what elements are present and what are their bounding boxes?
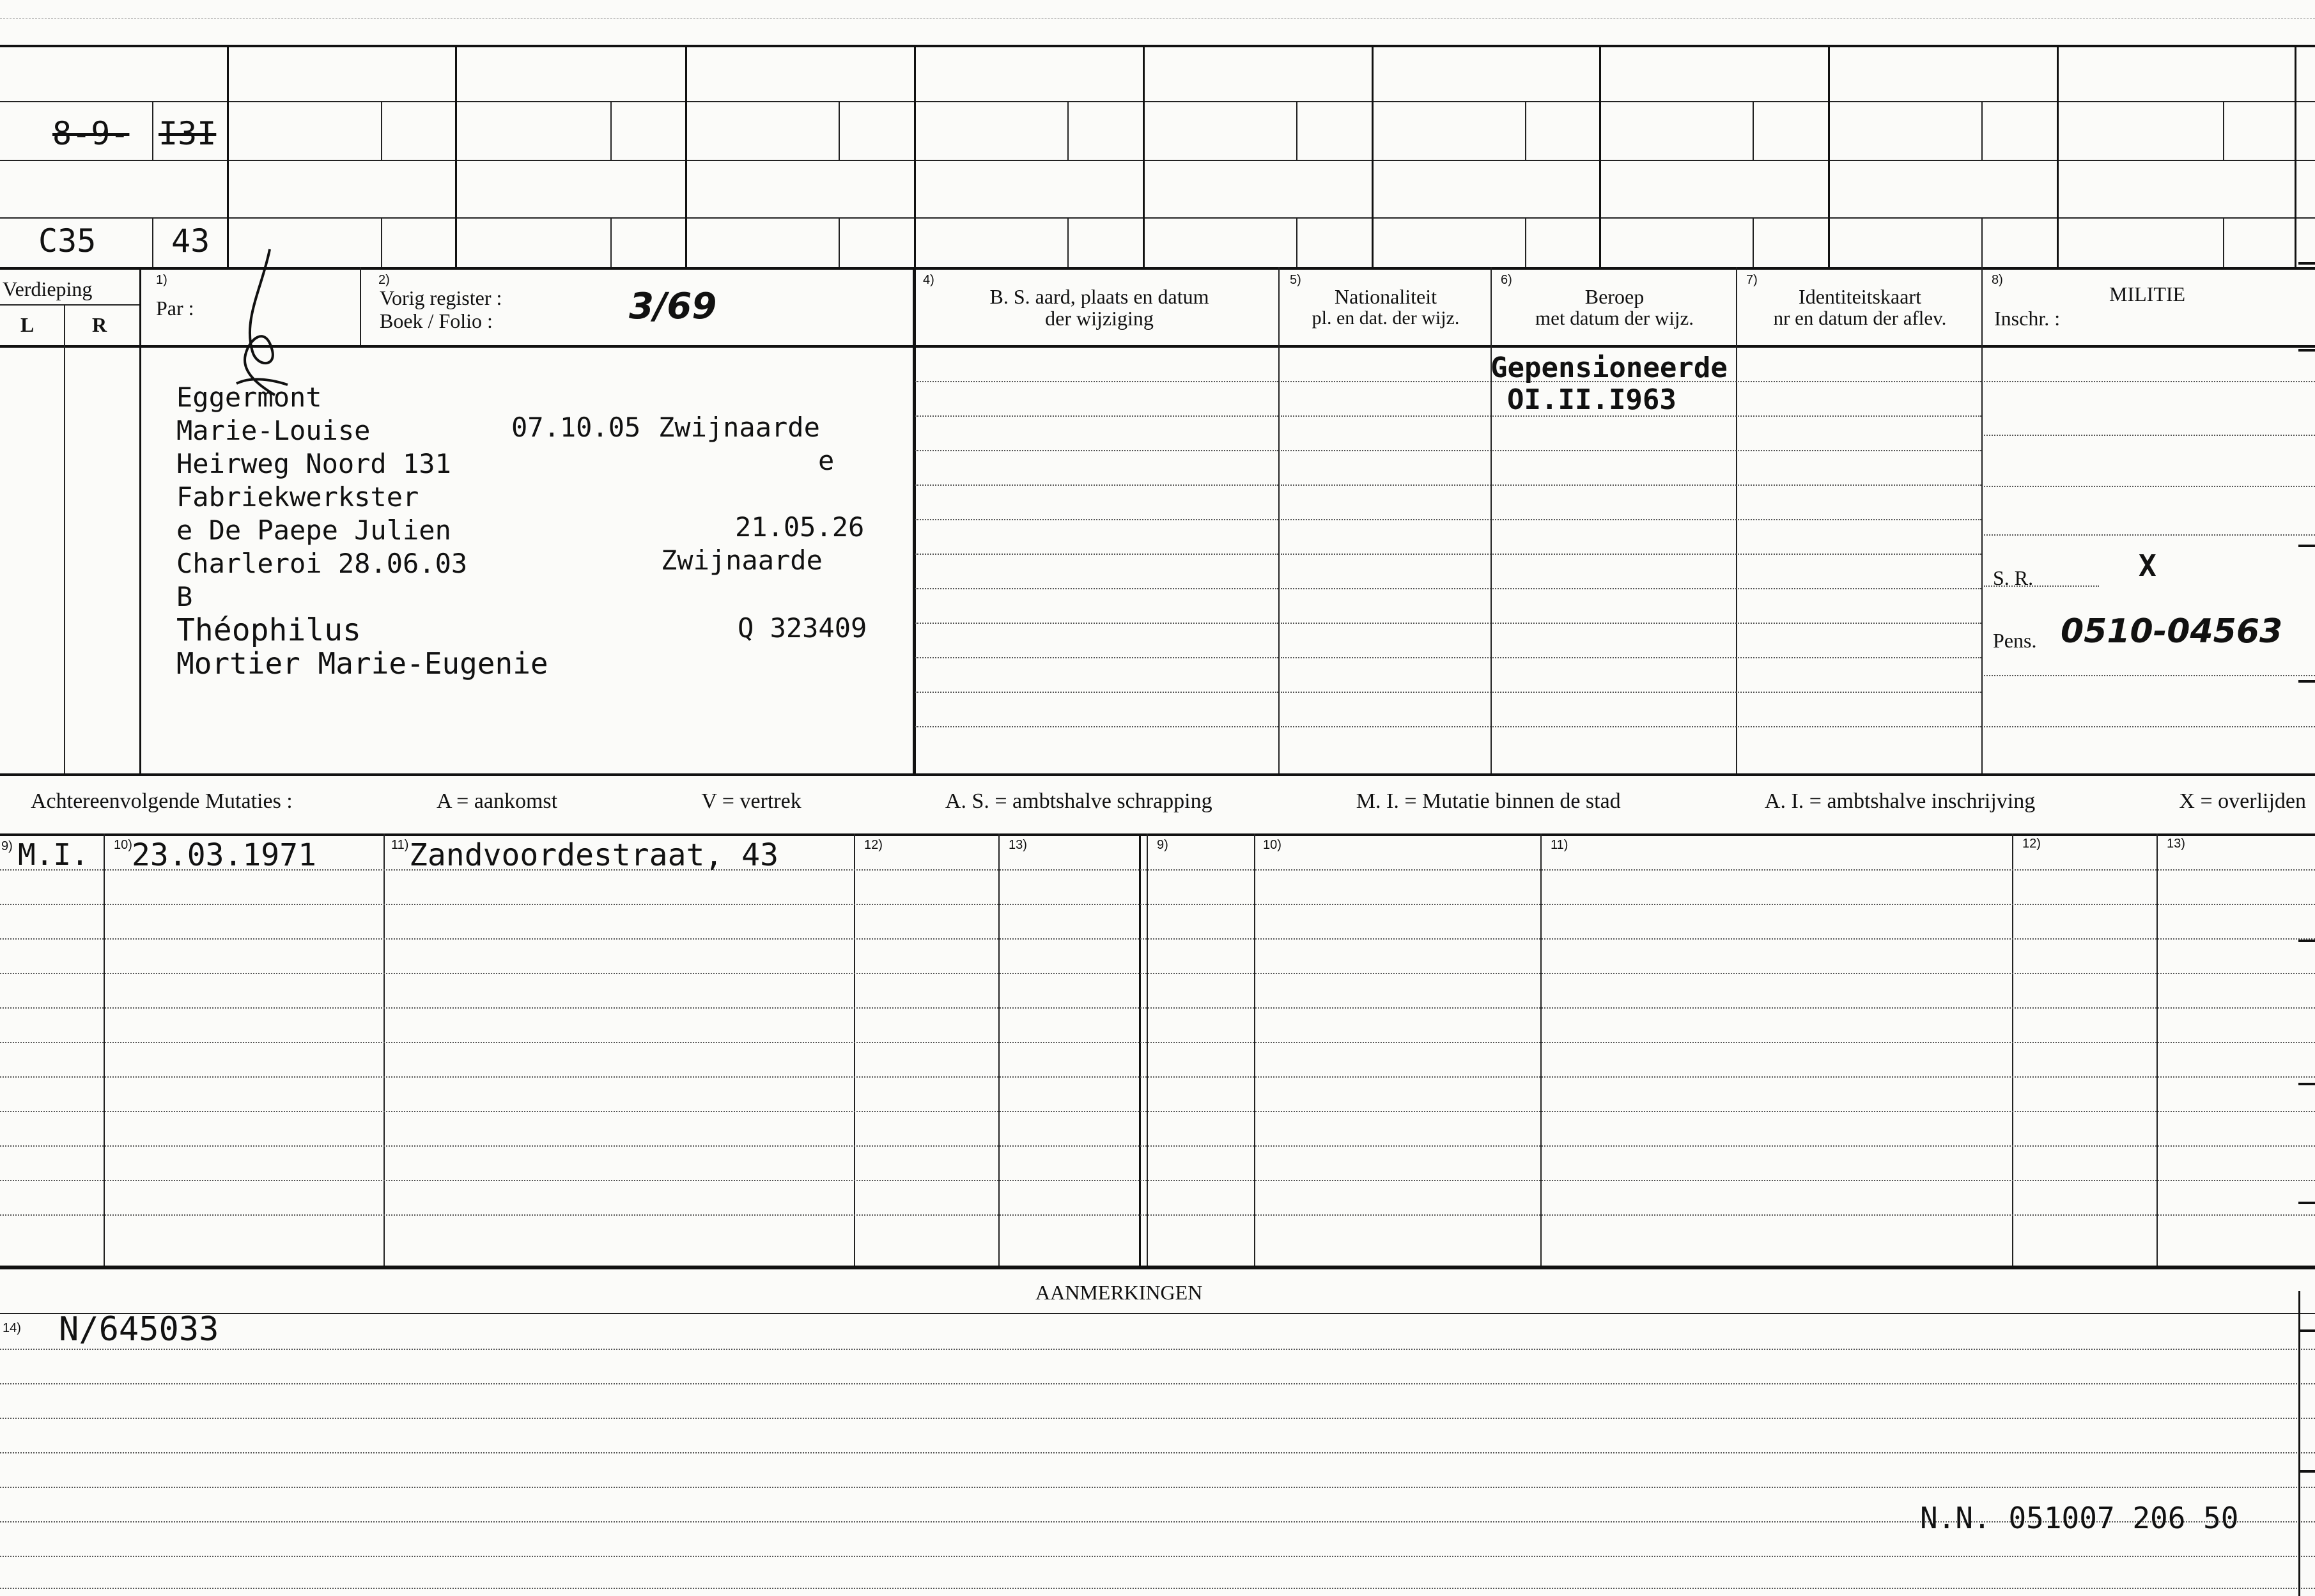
legend-v: V = vertrek (701, 789, 801, 813)
address: Heirweg Noord 131 (176, 448, 451, 479)
birth-date: 07.10.05 (511, 412, 641, 443)
footnote-11-left: 11) (391, 838, 409, 852)
verdieping-label: Verdieping (3, 277, 93, 300)
id-header-line1: Identiteitskaart (1799, 285, 1921, 308)
footnote-13-right: 13) (2167, 837, 2185, 851)
spouse: e De Paepe Julien (176, 515, 451, 546)
footnote-2: 2) (378, 273, 390, 287)
footnote-6: 6) (1501, 273, 1512, 287)
sr-value: X (2139, 548, 2156, 583)
birth-place: Zwijnaarde (658, 412, 820, 443)
spouse-birth: Charleroi 28.06.03 (176, 548, 468, 579)
house-number: 43 (171, 222, 210, 260)
legend-as: A. S. = ambtshalve schrapping (945, 789, 1212, 813)
footnote-5: 5) (1290, 273, 1301, 287)
mutation-date: 23.03.1971 (132, 837, 316, 873)
footnote-8: 8) (1992, 273, 2003, 287)
boek-folio-label: Boek / Folio : (380, 309, 493, 332)
legend-mi: M. I. = Mutatie binnen de stad (1356, 789, 1621, 813)
legend-a: A = aankomst (436, 789, 558, 813)
sr-label: S. R. (1993, 566, 2034, 589)
legend-x: X = overlijden (2179, 789, 2306, 813)
footnote-11-right: 11) (1551, 838, 1568, 852)
marriage-date: 21.05.26 (735, 511, 865, 543)
vorig-register-label: Vorig register : (380, 286, 502, 309)
legend-ai: A. I. = ambtshalve inschrijving (1764, 789, 2036, 813)
militie-label: MILITIE (2109, 283, 2186, 306)
footnote-12-right: 12) (2022, 837, 2041, 851)
bs-header-line1: B. S. aard, plaats en datum (989, 285, 1209, 308)
sector-code: C35 (38, 222, 97, 260)
boek-folio-value: 3/69 (629, 286, 717, 327)
spouse-birth-place: Zwijnaarde (661, 545, 823, 576)
par-label: Par : (156, 297, 194, 320)
code-b: B (176, 581, 193, 612)
beroep-date: OI.II.I963 (1507, 384, 1676, 416)
crossed-out-folio: I3I (159, 115, 217, 152)
surname: Eggermont (176, 382, 322, 413)
pens-label: Pens. (1993, 629, 2037, 652)
beroep-header-line1: Beroep (1584, 285, 1645, 308)
occupation: Fabriekwerkster (176, 481, 419, 513)
id-header-line2: nr en datum der aflev. (1773, 306, 1947, 329)
bs-header-line2: der wijziging (1045, 306, 1154, 330)
crossed-out-number: 8-9- (52, 115, 130, 152)
par-signature-mark (217, 243, 294, 403)
father-name: Théophilus (176, 612, 361, 648)
remarks-title: AANMERKINGEN (1035, 1281, 1203, 1304)
beroep-header-line2: met datum der wijz. (1535, 306, 1694, 329)
mutation-address: Zandvoordestraat, 43 (409, 837, 778, 873)
footnote-9-right: 9) (1157, 838, 1168, 852)
footnote-13-left: 13) (1009, 838, 1027, 852)
inschr-label: Inschr. : (1994, 307, 2061, 330)
legend-title: Achtereenvolgende Mutaties : (31, 789, 293, 813)
first-names: Marie-Louise (176, 415, 371, 446)
footnote-1: 1) (156, 273, 167, 287)
nationaliteit-header-line1: Nationaliteit (1335, 285, 1437, 308)
mutation-type: M.I. (18, 837, 89, 872)
footnote-7: 7) (1746, 273, 1758, 287)
national-number: N.N. 051007 206 50 (1920, 1501, 2239, 1535)
footnote-14: 14) (3, 1321, 21, 1335)
pens-value: 0510-04563 (2061, 612, 2283, 651)
footnote-10-right: 10) (1263, 838, 1281, 852)
beroep-value: Gepensioneerde (1490, 352, 1728, 384)
nationaliteit-header-line2: pl. en dat. der wijz. (1312, 307, 1460, 329)
remarks-value: N/645033 (59, 1310, 219, 1349)
footnote-4: 4) (923, 273, 934, 287)
footnote-9-left: 9) (1, 839, 13, 853)
footnote-12-left: 12) (864, 838, 883, 852)
right-label: R (92, 313, 107, 336)
footnote-10-left: 10) (114, 838, 132, 852)
reference-number: Q 323409 (738, 612, 867, 644)
left-label: L (20, 313, 35, 336)
mark-e: e (818, 445, 835, 476)
mother-name: Mortier Marie-Eugenie (176, 646, 548, 681)
